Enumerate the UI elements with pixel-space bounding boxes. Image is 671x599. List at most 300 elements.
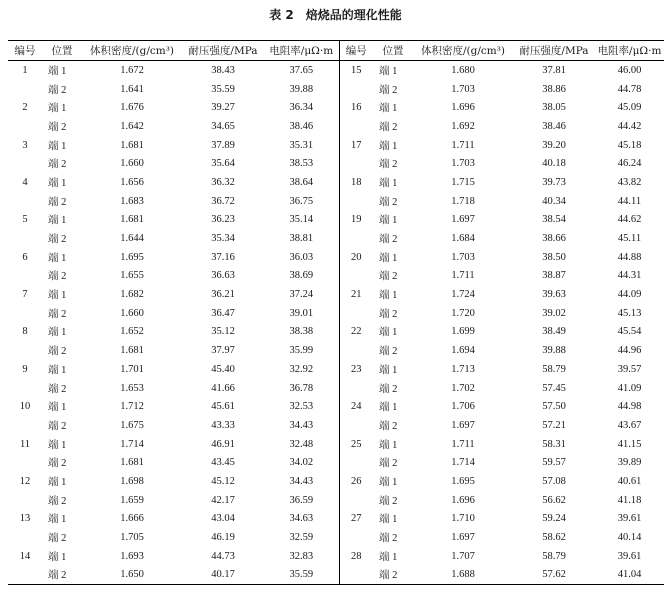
cell-id: 14 [19, 550, 31, 562]
cell-resistivity-right: 40.14 [617, 532, 642, 544]
cell-strength: 35.34 [211, 233, 235, 245]
cell-position: 端 2 [48, 458, 67, 470]
cell-id: 10 [19, 401, 31, 413]
cell-position: 端 1 [48, 439, 67, 451]
cell-position: 端 2 [48, 308, 67, 320]
cell-resistivity: 36.03 [289, 251, 314, 263]
cell-resistivity: 37.65 [289, 64, 314, 76]
cell-position: 端 1 [48, 252, 67, 264]
cell-density: 1.682 [120, 289, 144, 301]
cell-position: 端 1 [48, 140, 67, 152]
cell-resistivity-right: 44.62 [617, 214, 642, 226]
table-row [8, 510, 664, 529]
cell-position: 端 1 [48, 290, 67, 302]
cell-position-right: 端 2 [373, 566, 413, 585]
cell-id [8, 566, 42, 585]
cell-id-right [339, 304, 373, 323]
cell-density-right: 1.694 [451, 345, 475, 357]
table-row [8, 341, 664, 360]
cell-strength: 34.65 [211, 120, 235, 132]
table-row [8, 547, 664, 566]
cell-position-right: 端 1 [379, 252, 398, 264]
cell-resistivity-right: 41.15 [617, 438, 642, 450]
cell-density: 1.659 [120, 494, 144, 506]
cell-resistivity-right: 39.89 [617, 457, 642, 469]
cell-position: 端 1 [48, 65, 67, 77]
cell-strength-right: 37.81 [542, 64, 566, 76]
table-row [8, 154, 664, 173]
cell-strength: 45.12 [211, 475, 235, 487]
cell-density-right: 1.706 [451, 401, 475, 413]
table-row [8, 117, 664, 136]
cell-resistivity-right: 44.31 [617, 270, 642, 282]
cell-resistivity: 38.64 [289, 176, 314, 188]
cell-density-right: 1.710 [451, 513, 475, 525]
cell-id-right [339, 267, 373, 286]
cell-strength-right: 39.63 [542, 289, 566, 301]
table-row [8, 360, 664, 379]
cell-strength-right: 39.88 [542, 345, 566, 357]
cell-id-right: 23 [339, 360, 373, 379]
cell-density: 1.666 [120, 513, 144, 525]
cell-strength-right: 56.62 [542, 494, 566, 506]
cell-position: 端 1 [48, 215, 67, 227]
cell-position-right: 端 2 [379, 271, 398, 283]
cell-resistivity-right: 40.61 [617, 475, 642, 487]
cell-position: 端 1 [48, 103, 67, 115]
cell-id-right: 15 [339, 61, 373, 80]
cell-density-right: 1.699 [451, 326, 475, 338]
cell-density: 1.701 [120, 363, 144, 375]
cell-strength-right: 57.21 [542, 419, 566, 431]
cell-resistivity: 35.31 [289, 139, 314, 151]
table-row [8, 136, 664, 155]
cell-id: 1 [22, 64, 28, 76]
cell-strength: 42.17 [211, 494, 235, 506]
cell-resistivity: 35.59 [264, 566, 339, 585]
cell-strength-right: 59.24 [542, 513, 566, 525]
cell-id-right [339, 117, 373, 136]
table-row [8, 304, 664, 323]
table-row [8, 323, 664, 342]
cell-density-right: 1.680 [451, 64, 475, 76]
table-row [8, 453, 664, 472]
header-strength: 耐压强度/MPa [182, 41, 264, 61]
cell-strength-right: 39.02 [542, 307, 566, 319]
cell-position: 端 1 [48, 402, 67, 414]
table-row [8, 528, 664, 547]
table-row [8, 173, 664, 192]
cell-strength-right: 58.31 [542, 438, 566, 450]
cell-strength-right: 40.34 [542, 195, 566, 207]
cell-position-right: 端 2 [379, 84, 398, 96]
header-resistivity-right: 电阻率/μΩ·m [595, 41, 664, 61]
cell-position: 端 2 [48, 84, 67, 96]
cell-id-right [339, 229, 373, 248]
cell-strength-right: 57.45 [542, 382, 566, 394]
cell-strength-right: 38.49 [542, 326, 566, 338]
cell-position: 端 2 [48, 196, 67, 208]
cell-strength: 37.89 [211, 139, 235, 151]
cell-resistivity-right: 46.00 [617, 64, 642, 76]
cell-id: 12 [19, 475, 31, 487]
cell-resistivity: 34.02 [289, 457, 314, 469]
cell-position: 端 2 [48, 495, 67, 507]
cell-strength-right: 57.62 [513, 566, 595, 585]
cell-id [8, 416, 42, 435]
cell-density-right: 1.684 [451, 233, 475, 245]
cell-strength: 45.40 [211, 363, 235, 375]
header-position-right: 位置 [373, 41, 413, 61]
cell-position-right: 端 1 [379, 402, 398, 414]
cell-id-right [339, 341, 373, 360]
cell-resistivity-right: 39.61 [617, 550, 642, 562]
cell-id [8, 229, 42, 248]
cell-id-right: 18 [339, 173, 373, 192]
table-row [8, 192, 664, 211]
cell-position-right: 端 1 [379, 327, 398, 339]
cell-id: 8 [22, 326, 28, 338]
table-row [8, 379, 664, 398]
cell-resistivity: 32.59 [289, 532, 314, 544]
cell-resistivity: 38.81 [289, 233, 314, 245]
table-container [8, 40, 664, 585]
cell-id-right: 17 [339, 136, 373, 155]
header-density: 体积密度/(g/cm³) [82, 41, 182, 61]
table-row [8, 267, 664, 286]
cell-position-right: 端 1 [379, 364, 398, 376]
cell-id-right: 16 [339, 98, 373, 117]
table-row [8, 285, 664, 304]
table-row [8, 98, 664, 117]
cell-density-right: 1.720 [451, 307, 475, 319]
cell-id [8, 341, 42, 360]
cell-id [8, 192, 42, 211]
cell-position: 端 2 [48, 159, 67, 171]
cell-strength-right: 59.57 [542, 457, 566, 469]
cell-strength: 43.33 [211, 419, 235, 431]
cell-resistivity-right: 45.13 [617, 307, 642, 319]
cell-id [8, 154, 42, 173]
cell-position: 端 1 [48, 514, 67, 526]
cell-id [8, 267, 42, 286]
cell-strength: 36.21 [211, 289, 235, 301]
cell-position: 端 1 [48, 177, 67, 189]
cell-strength-right: 40.18 [542, 158, 566, 170]
cell-density-right: 1.711 [451, 139, 475, 151]
table-row [8, 435, 664, 454]
cell-id-right: 21 [339, 285, 373, 304]
cell-density: 1.653 [120, 382, 144, 394]
cell-position: 端 1 [48, 364, 67, 376]
cell-resistivity-right: 45.11 [617, 233, 642, 245]
cell-position-right: 端 1 [379, 215, 398, 227]
cell-strength-right: 38.46 [542, 120, 566, 132]
cell-density: 1.695 [120, 251, 144, 263]
cell-id [8, 80, 42, 99]
cell-resistivity: 37.24 [289, 289, 314, 301]
cell-resistivity: 36.75 [289, 195, 314, 207]
cell-strength: 36.63 [211, 270, 235, 282]
cell-id [8, 117, 42, 136]
cell-strength-right: 38.86 [542, 83, 566, 95]
cell-id-right [339, 453, 373, 472]
cell-density-right: 1.697 [451, 419, 475, 431]
table-row [8, 80, 664, 99]
cell-id-right [339, 192, 373, 211]
cell-position-right: 端 1 [379, 514, 398, 526]
cell-position-right: 端 1 [379, 551, 398, 563]
cell-strength-right: 39.20 [542, 139, 566, 151]
cell-id-right [339, 491, 373, 510]
cell-strength-right: 57.08 [542, 475, 566, 487]
cell-id-right: 19 [339, 211, 373, 230]
table-row [8, 229, 664, 248]
cell-strength: 38.43 [211, 64, 235, 76]
cell-resistivity-right: 44.88 [617, 251, 642, 263]
cell-density-right: 1.697 [451, 532, 475, 544]
cell-resistivity-right: 45.18 [617, 139, 642, 151]
cell-resistivity: 36.59 [289, 494, 314, 506]
cell-position: 端 1 [48, 476, 67, 488]
cell-resistivity-right: 45.54 [617, 326, 642, 338]
cell-resistivity: 32.48 [289, 438, 314, 450]
cell-position-right: 端 2 [379, 308, 398, 320]
cell-resistivity: 34.43 [289, 419, 314, 431]
cell-resistivity: 38.46 [289, 120, 314, 132]
table-row [8, 248, 664, 267]
cell-resistivity: 32.92 [289, 363, 314, 375]
cell-strength: 36.23 [211, 214, 235, 226]
cell-strength: 37.97 [211, 345, 235, 357]
cell-resistivity: 36.78 [289, 382, 314, 394]
cell-density-right: 1.695 [451, 475, 475, 487]
cell-density-right: 1.697 [451, 214, 475, 226]
cell-strength: 36.72 [211, 195, 235, 207]
table-row [8, 566, 664, 585]
cell-strength-right: 38.05 [542, 102, 566, 114]
cell-position-right: 端 2 [379, 159, 398, 171]
header-strength-right: 耐压强度/MPa [513, 41, 595, 61]
cell-density: 1.655 [120, 270, 144, 282]
cell-resistivity-right: 46.24 [617, 158, 642, 170]
cell-density-right: 1.696 [451, 494, 475, 506]
cell-resistivity: 35.99 [289, 345, 314, 357]
cell-strength-right: 57.50 [542, 401, 566, 413]
cell-density: 1.642 [120, 120, 144, 132]
cell-id-right [339, 566, 373, 585]
cell-position: 端 2 [48, 121, 67, 133]
cell-id-right: 26 [339, 472, 373, 491]
cell-density: 1.676 [120, 102, 144, 114]
cell-density: 1.705 [120, 532, 144, 544]
header-id: 编号 [8, 41, 42, 61]
cell-strength: 46.91 [211, 438, 235, 450]
cell-strength: 36.47 [211, 307, 235, 319]
cell-id: 4 [22, 176, 28, 188]
cell-strength: 41.66 [211, 382, 235, 394]
cell-strength: 45.61 [211, 401, 235, 413]
cell-strength-right: 39.73 [542, 176, 566, 188]
cell-id: 9 [22, 363, 28, 375]
header-row [8, 41, 664, 61]
header-density-right: 体积密度/(g/cm³) [413, 41, 513, 61]
cell-id-right: 22 [339, 323, 373, 342]
cell-density: 1.698 [120, 475, 144, 487]
cell-density-right: 1.707 [451, 550, 475, 562]
cell-resistivity: 38.69 [289, 270, 314, 282]
table-row [8, 61, 664, 80]
cell-id [8, 491, 42, 510]
cell-position: 端 1 [48, 551, 67, 563]
cell-resistivity-right: 45.09 [617, 102, 642, 114]
cell-id-right: 24 [339, 397, 373, 416]
cell-id [8, 528, 42, 547]
cell-resistivity-right: 39.57 [617, 363, 642, 375]
cell-strength-right: 58.79 [542, 550, 566, 562]
cell-resistivity-right: 39.61 [617, 513, 642, 525]
cell-density-right: 1.724 [451, 289, 475, 301]
cell-resistivity: 38.38 [289, 326, 314, 338]
cell-position: 端 2 [48, 383, 67, 395]
cell-position-right: 端 1 [379, 290, 398, 302]
cell-id-right: 27 [339, 510, 373, 529]
cell-resistivity-right: 44.96 [617, 345, 642, 357]
cell-id: 13 [19, 513, 31, 525]
cell-id: 7 [22, 289, 28, 301]
cell-density-right: 1.715 [451, 176, 475, 188]
cell-density-right: 1.702 [451, 382, 475, 394]
cell-resistivity: 34.43 [289, 475, 314, 487]
table-row [8, 397, 664, 416]
cell-strength: 43.04 [211, 513, 235, 525]
table-row [8, 211, 664, 230]
cell-position-right: 端 1 [379, 476, 398, 488]
cell-id-right [339, 528, 373, 547]
cell-density-right: 1.713 [451, 363, 475, 375]
cell-strength: 35.12 [211, 326, 235, 338]
header-id-right: 编号 [339, 41, 373, 61]
cell-position-right: 端 2 [379, 346, 398, 358]
cell-id-right: 25 [339, 435, 373, 454]
cell-position: 端 1 [48, 327, 67, 339]
cell-id-right: 20 [339, 248, 373, 267]
cell-strength: 43.45 [211, 457, 235, 469]
cell-resistivity-right: 43.67 [617, 419, 642, 431]
cell-resistivity: 32.83 [289, 550, 314, 562]
cell-position-right: 端 2 [379, 121, 398, 133]
cell-resistivity-right: 44.42 [617, 120, 642, 132]
table-row [8, 491, 664, 510]
cell-resistivity-right: 44.09 [617, 289, 642, 301]
cell-resistivity-right: 41.09 [617, 382, 642, 394]
cell-density-right: 1.703 [451, 158, 475, 170]
cell-position: 端 2 [48, 420, 67, 432]
cell-position-right: 端 1 [379, 177, 398, 189]
header-position: 位置 [42, 41, 82, 61]
cell-position: 端 2 [48, 346, 67, 358]
cell-resistivity: 35.14 [289, 214, 314, 226]
cell-position: 端 2 [48, 271, 67, 283]
cell-density-right: 1.711 [451, 270, 475, 282]
cell-density-right: 1.688 [413, 566, 513, 585]
cell-strength-right: 38.50 [542, 251, 566, 263]
cell-position-right: 端 1 [379, 140, 398, 152]
cell-resistivity-right: 41.18 [617, 494, 642, 506]
cell-position-right: 端 1 [379, 65, 398, 77]
cell-id: 11 [19, 438, 31, 450]
cell-density: 1.712 [120, 401, 144, 413]
cell-resistivity-right: 43.82 [617, 176, 642, 188]
table-row [8, 416, 664, 435]
cell-id-right [339, 80, 373, 99]
cell-density: 1.672 [120, 64, 144, 76]
cell-density: 1.681 [120, 139, 144, 151]
cell-strength: 36.32 [211, 176, 235, 188]
cell-resistivity: 36.34 [289, 102, 314, 114]
cell-density-right: 1.718 [451, 195, 475, 207]
cell-resistivity: 38.53 [289, 158, 314, 170]
cell-density: 1.641 [120, 83, 144, 95]
cell-density-right: 1.703 [451, 83, 475, 95]
cell-strength-right: 38.87 [542, 270, 566, 282]
cell-strength-right: 38.54 [542, 214, 566, 226]
cell-density-right: 1.696 [451, 102, 475, 114]
cell-position-right: 端 2 [379, 383, 398, 395]
cell-density-right: 1.692 [451, 120, 475, 132]
table-row [8, 472, 664, 491]
cell-id [8, 379, 42, 398]
cell-strength: 40.17 [182, 566, 264, 585]
cell-density: 1.675 [120, 419, 144, 431]
cell-density: 1.656 [120, 176, 144, 188]
cell-resistivity-right: 44.98 [617, 401, 642, 413]
cell-density: 1.693 [120, 550, 144, 562]
cell-strength: 37.16 [211, 251, 235, 263]
cell-id-right [339, 379, 373, 398]
table-title: 表 2 焙烧品的理化性能 [269, 8, 402, 22]
cell-position-right: 端 2 [379, 420, 398, 432]
cell-id [8, 304, 42, 323]
cell-position-right: 端 1 [379, 439, 398, 451]
cell-resistivity-right: 44.11 [617, 195, 642, 207]
cell-density: 1.660 [120, 307, 144, 319]
cell-position-right: 端 1 [379, 103, 398, 115]
cell-resistivity: 39.88 [289, 83, 314, 95]
cell-position-right: 端 2 [379, 458, 398, 470]
cell-id-right: 28 [339, 547, 373, 566]
cell-density: 1.681 [120, 345, 144, 357]
cell-density: 1.644 [120, 233, 144, 245]
cell-strength-right: 58.79 [542, 363, 566, 375]
cell-id: 6 [22, 251, 28, 263]
cell-strength-right: 58.62 [542, 532, 566, 544]
cell-density: 1.681 [120, 457, 144, 469]
cell-id: 5 [22, 214, 28, 226]
cell-id-right [339, 416, 373, 435]
cell-strength-right: 38.66 [542, 233, 566, 245]
cell-density: 1.683 [120, 195, 144, 207]
cell-density: 1.650 [82, 566, 182, 585]
cell-strength: 35.59 [211, 83, 235, 95]
cell-id: 2 [22, 102, 28, 114]
cell-strength: 39.27 [211, 102, 235, 114]
cell-position-right: 端 2 [379, 234, 398, 246]
cell-id-right [339, 154, 373, 173]
header-resistivity: 电阻率/μΩ·m [264, 41, 339, 61]
cell-density: 1.660 [120, 158, 144, 170]
cell-position-right: 端 2 [379, 533, 398, 545]
